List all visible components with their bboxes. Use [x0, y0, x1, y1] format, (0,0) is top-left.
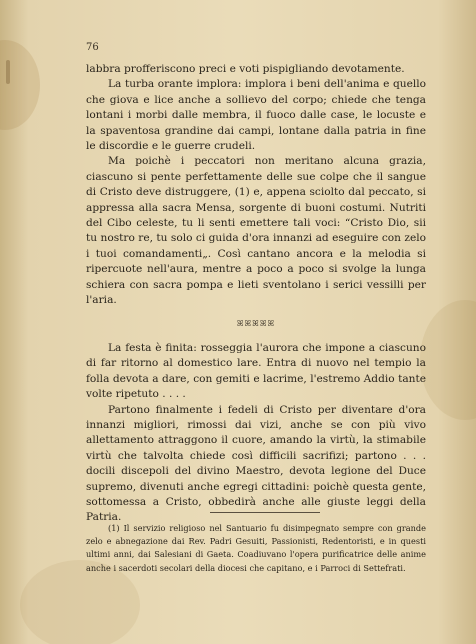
paragraph: La festa è finita: rosseggia l'aurora che impone a ciascuno di far ritorno al domestico lare. Entra di nuovo nel tempio la folla devota a dare, con gemiti e lacrime, l'estremo Addio tante volte ripetuto . . . . — [86, 341, 426, 401]
paragraph: Ma poichè i peccatori non meritano alcuna grazia, ciascuno si pente perfettamente delle sue colpe che il sangue di Cristo deve distruggere, (1) e, appena sciolto dal peccato, si appressa alla sacra Mensa, sorgente di buoni costumi. Nutriti del Cibo celeste, tu li senti emettere tali voci: “Cristo Dio, sii tu nostro re, tu solo ci guida d'ora innanzi ad eseguire con zelo i tuoi comandamenti„. Così cantano ancora e la melodia si ripercuote nell'aura, mentre a poco a poco si svolge la lunga schiera con sacra pompa e lieti sventolano i serici vessilli per l'aria. — [86, 155, 426, 307]
paper-stain — [420, 300, 476, 420]
paper-stain — [0, 40, 40, 130]
edge-mark — [6, 60, 10, 84]
footnote: (1) Il servizio religioso nel Santuario fu disimpegnato sempre con grande zelo e abnegazione dai Rev. Padri Gesuiti, Passionisti, Redentoristi, e in questi ultimi anni, dai Salesiani di Gaeta. Coadiuvano l'opera purificatrice delle anime anche i sacerdoti secolari della diocesi che capitano, e i Parroci di Settefrati. — [86, 523, 426, 573]
page-number: 76 — [86, 42, 99, 53]
body-text — [86, 62, 426, 526]
paragraph: Partono finalmente i fedeli di Cristo per diventare d'ora innanzi migliori, rimossi dai vizi, anche se con più vivo allettamento attraggono il cuore, amando la virtù, la stimabile virtù che talvolta chiede così difficili sacrifizi; partono . . . docili discepoli del divino Maestro, devota legione del Duce supremo, divenuti anche egregi cittadini: poichè questa gente, sottomessa a Cristo, obbedirà anche alle giuste leggi della Patria. — [86, 403, 426, 524]
footnote-divider — [210, 512, 320, 513]
ornamental-separator: ꕤꕤꕤꕤꕤ — [236, 318, 276, 328]
paragraph: La turba orante implora: implora i beni dell'anima e quello che giova e lice anche a sollievo del corpo; chiede che tenga lontani i morbi dalle membra, il fuoco dalle case, le locuste e la spaventosa grandine dai campi, lontane dalla patria in fine le discordie e le guerre crudeli. — [86, 78, 426, 153]
paragraph: labbra profferiscono preci e voti pispigliando devotamente. — [86, 63, 405, 75]
